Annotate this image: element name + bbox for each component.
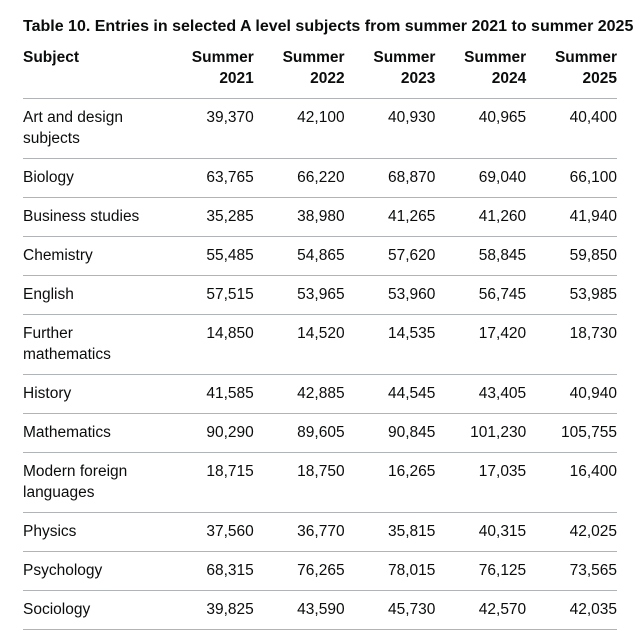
entries-value-cell: 43,405 bbox=[435, 375, 526, 414]
entries-value-cell: 14,850 bbox=[163, 315, 254, 375]
header-year-line2: 2021 bbox=[219, 70, 254, 87]
entries-value-cell: 90,290 bbox=[163, 414, 254, 453]
table-caption: Table 10. Entries in selected A level subjects from summer 2021 to summer 2025 bbox=[23, 18, 634, 35]
subject-name-continued: languages bbox=[23, 484, 95, 501]
table-row bbox=[23, 159, 617, 198]
subject-cell bbox=[23, 315, 163, 375]
entries-value-cell: 53,960 bbox=[345, 276, 436, 315]
entries-value-cell: 58,845 bbox=[435, 237, 526, 276]
table-row bbox=[23, 591, 617, 630]
entries-value-cell: 76,265 bbox=[254, 552, 345, 591]
subject-cell bbox=[23, 591, 163, 630]
subject-name: Biology bbox=[23, 169, 74, 186]
entries-value-cell: 14,520 bbox=[254, 315, 345, 375]
entries-value-cell: 105,755 bbox=[526, 414, 617, 453]
header-year-line1: Summer bbox=[554, 49, 617, 66]
subject-name: History bbox=[23, 385, 72, 402]
subject-name: Mathematics bbox=[23, 424, 111, 441]
header-year-line1: Summer bbox=[282, 49, 345, 66]
subject-cell bbox=[23, 276, 163, 315]
table-row bbox=[23, 453, 617, 513]
header-year-line2: 2025 bbox=[582, 70, 617, 87]
header-year-line1: Summer bbox=[464, 49, 527, 66]
table-row bbox=[23, 276, 617, 315]
entries-value-cell: 18,750 bbox=[254, 453, 345, 513]
table-row bbox=[23, 315, 617, 375]
entries-value-cell: 73,565 bbox=[526, 552, 617, 591]
entries-value-cell: 45,730 bbox=[345, 591, 436, 630]
entries-value-cell: 53,965 bbox=[254, 276, 345, 315]
entries-value-cell: 42,885 bbox=[254, 375, 345, 414]
entries-value-cell: 68,315 bbox=[163, 552, 254, 591]
header-year-line1: Summer bbox=[191, 49, 254, 66]
entries-value-cell: 40,400 bbox=[526, 99, 617, 159]
header-row bbox=[23, 40, 617, 99]
header-year-line2: 2024 bbox=[491, 70, 527, 87]
entries-value-cell: 68,870 bbox=[345, 159, 436, 198]
entries-table-container bbox=[23, 17, 634, 630]
entries-value-cell: 59,850 bbox=[526, 237, 617, 276]
subject-name: Business studies bbox=[23, 208, 140, 225]
entries-value-cell: 63,765 bbox=[163, 159, 254, 198]
entries-value-cell: 89,605 bbox=[254, 414, 345, 453]
entries-value-cell: 17,420 bbox=[435, 315, 526, 375]
table-row bbox=[23, 552, 617, 591]
header-year-line2: 2022 bbox=[310, 70, 345, 87]
entries-value-cell: 42,035 bbox=[526, 591, 617, 630]
header-year bbox=[254, 40, 345, 99]
header-year bbox=[435, 40, 526, 99]
entries-value-cell: 40,930 bbox=[345, 99, 436, 159]
entries-value-cell: 69,040 bbox=[435, 159, 526, 198]
entries-value-cell: 41,940 bbox=[526, 198, 617, 237]
entries-value-cell: 66,100 bbox=[526, 159, 617, 198]
subject-name: English bbox=[23, 286, 74, 303]
table-row bbox=[23, 237, 617, 276]
header-year-line1: Summer bbox=[373, 49, 436, 66]
entries-value-cell: 14,535 bbox=[345, 315, 436, 375]
entries-value-cell: 41,265 bbox=[345, 198, 436, 237]
entries-table bbox=[23, 40, 617, 630]
subject-name: Art and design bbox=[23, 109, 123, 126]
subject-name-continued: mathematics bbox=[23, 346, 111, 363]
table-row bbox=[23, 513, 617, 552]
entries-value-cell: 16,265 bbox=[345, 453, 436, 513]
entries-value-cell: 57,620 bbox=[345, 237, 436, 276]
table-head bbox=[23, 40, 617, 99]
entries-value-cell: 40,940 bbox=[526, 375, 617, 414]
entries-value-cell: 56,745 bbox=[435, 276, 526, 315]
entries-value-cell: 40,965 bbox=[435, 99, 526, 159]
header-year-line2: 2023 bbox=[400, 70, 436, 87]
entries-value-cell: 42,025 bbox=[526, 513, 617, 552]
entries-value-cell: 35,285 bbox=[163, 198, 254, 237]
entries-value-cell: 40,315 bbox=[435, 513, 526, 552]
subject-name-continued: subjects bbox=[23, 130, 80, 147]
subject-cell bbox=[23, 552, 163, 591]
subject-cell bbox=[23, 198, 163, 237]
entries-value-cell: 16,400 bbox=[526, 453, 617, 513]
entries-value-cell: 66,220 bbox=[254, 159, 345, 198]
entries-value-cell: 55,485 bbox=[163, 237, 254, 276]
entries-value-cell: 35,815 bbox=[345, 513, 436, 552]
subject-name: Chemistry bbox=[23, 247, 93, 264]
header-year bbox=[163, 40, 254, 99]
subject-cell bbox=[23, 159, 163, 198]
entries-value-cell: 18,730 bbox=[526, 315, 617, 375]
entries-value-cell: 43,590 bbox=[254, 591, 345, 630]
subject-name: Further bbox=[23, 325, 73, 342]
table-row bbox=[23, 198, 617, 237]
header-year bbox=[526, 40, 617, 99]
entries-value-cell: 17,035 bbox=[435, 453, 526, 513]
entries-value-cell: 39,370 bbox=[163, 99, 254, 159]
entries-value-cell: 39,825 bbox=[163, 591, 254, 630]
subject-cell bbox=[23, 237, 163, 276]
subject-name: Modern foreign bbox=[23, 463, 128, 480]
header-year bbox=[345, 40, 436, 99]
subject-cell bbox=[23, 99, 163, 159]
subject-cell bbox=[23, 513, 163, 552]
table-row bbox=[23, 375, 617, 414]
entries-value-cell: 38,980 bbox=[254, 198, 345, 237]
subject-name: Physics bbox=[23, 523, 77, 540]
subject-cell bbox=[23, 414, 163, 453]
table-row bbox=[23, 414, 617, 453]
entries-value-cell: 76,125 bbox=[435, 552, 526, 591]
entries-value-cell: 42,100 bbox=[254, 99, 345, 159]
entries-value-cell: 78,015 bbox=[345, 552, 436, 591]
entries-value-cell: 42,570 bbox=[435, 591, 526, 630]
subject-name: Psychology bbox=[23, 562, 103, 579]
entries-value-cell: 44,545 bbox=[345, 375, 436, 414]
subject-cell bbox=[23, 453, 163, 513]
header-subject: Subject bbox=[23, 40, 163, 99]
entries-value-cell: 37,560 bbox=[163, 513, 254, 552]
entries-value-cell: 101,230 bbox=[435, 414, 526, 453]
entries-value-cell: 90,845 bbox=[345, 414, 436, 453]
entries-value-cell: 53,985 bbox=[526, 276, 617, 315]
entries-value-cell: 18,715 bbox=[163, 453, 254, 513]
entries-value-cell: 54,865 bbox=[254, 237, 345, 276]
entries-value-cell: 41,260 bbox=[435, 198, 526, 237]
entries-value-cell: 41,585 bbox=[163, 375, 254, 414]
table-body bbox=[23, 99, 617, 630]
subject-cell bbox=[23, 375, 163, 414]
entries-value-cell: 36,770 bbox=[254, 513, 345, 552]
table-row bbox=[23, 99, 617, 159]
entries-value-cell: 57,515 bbox=[163, 276, 254, 315]
subject-name: Sociology bbox=[23, 601, 91, 618]
